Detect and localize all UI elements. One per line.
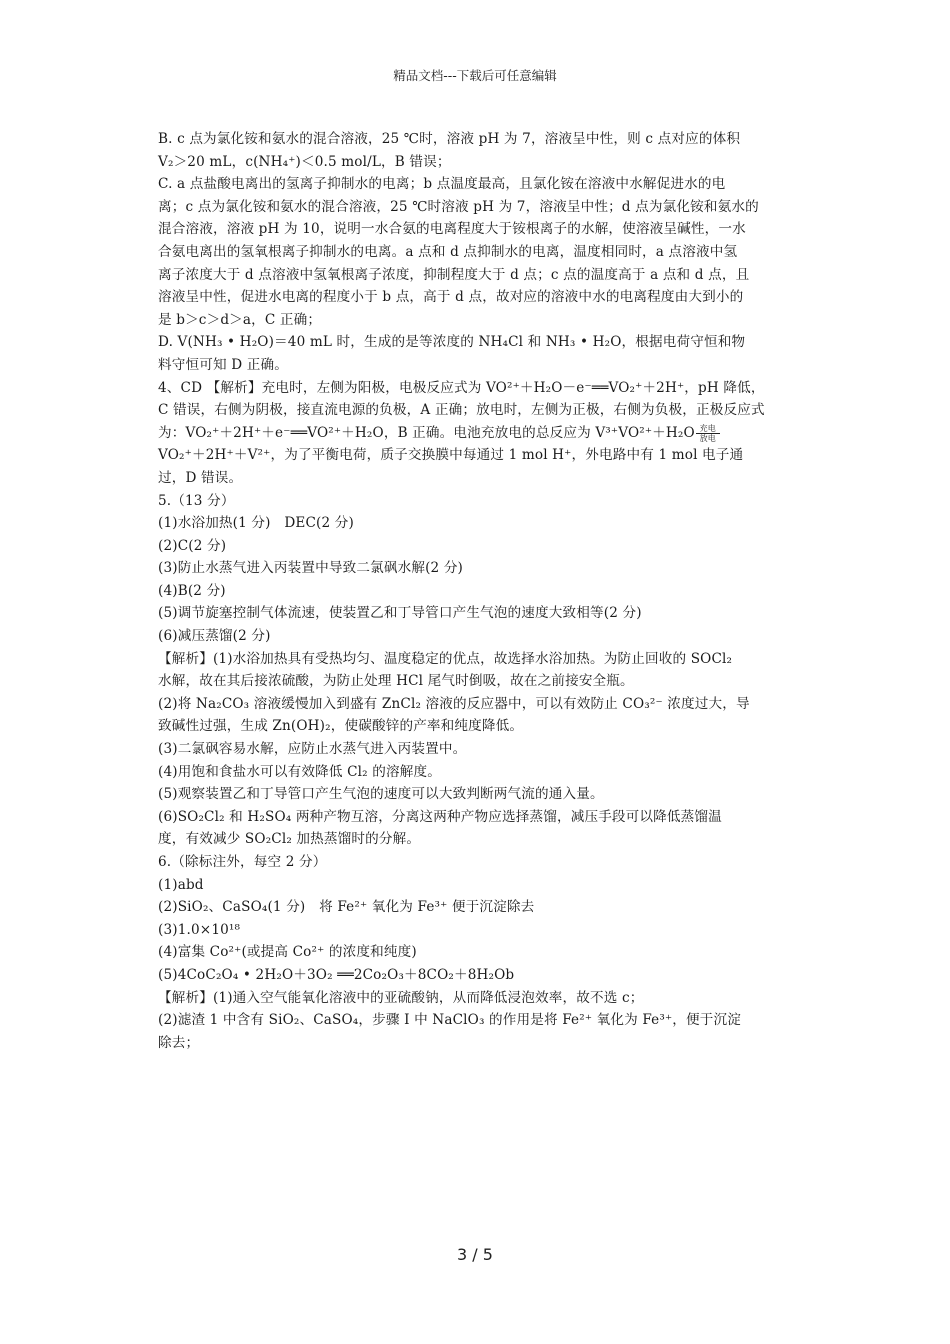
text-line: (2)C(2 分) [158,537,227,554]
text-line: (1)abd [158,876,204,893]
text-line: (2)滤渣 1 中含有 SiO₂、CaSO₄，步骤 Ⅰ 中 NaClO₃ 的作用是将 Fe²⁺ 氧化为 Fe³⁺，便于沉淀 [158,1012,742,1029]
text-line: C. a 点盐酸电离出的氢离子抑制水的电离；b 点温度最高，且氯化铵在溶液中水解促进水的电 [158,176,726,193]
text-line: 合氨电离出的氢氧根离子抑制水的电离。a 点和 d 点抑制水的电离，温度相同时，a 点溶液中氢 [158,243,738,260]
text-line: (3)二氯砜容易水解，应防止水蒸气进入丙装置中。 [158,741,467,758]
text-line: (1)水浴加热(1 分) DEC(2 分) [158,515,354,532]
text-line: 度，有效减少 SO₂Cl₂ 加热蒸馏时的分解。 [158,831,421,848]
arrow-label-charge: 充电 [699,423,716,433]
question-5-heading: 5.（13 分） [158,492,235,509]
text-line: (5)观察装置乙和丁导管口产生气泡的速度可以大致判断两气流的通入量。 [158,786,604,803]
question-6-heading: 6.（除标注外，每空 2 分） [158,854,327,870]
text-line: (4)用饱和食盐水可以有效降低 Cl₂ 的溶解度。 [158,763,441,780]
text-line: (2)将 Na₂CO₃ 溶液缓慢加入到盛有 ZnCl₂ 溶液的反应器中，可以有效防止 CO₃²⁻ 浓度过大，导 [158,695,750,712]
text-line-with-arrow [158,422,798,445]
text-line: 除去； [158,1034,200,1051]
text-line: (5)4CoC₂O₄ • 2H₂O＋3O₂ ══2Co₂O₃＋8CO₂＋8H₂Ob [158,966,515,983]
text-line: D. V(NH₃ • H₂O)＝40 mL 时，生成的是等浓度的 NH₄Cl 和 NH₃ • H₂O，根据电荷守恒和物 [158,334,746,351]
text-line: (3)防止水蒸气进入丙装置中导致二氯砜水解(2 分) [158,560,464,577]
text-line: 离；c 点为氯化铵和氨水的混合溶液，25 ℃时溶液 pH 为 7，溶液呈中性；d 点为氯化铵和氨水的 [158,198,759,215]
text-line: 【解析】(1)水浴加热具有受热均匀、温度稳定的优点，故选择水浴加热。为防止回收的 SOCl₂ [158,650,733,667]
text-line: 溶液呈中性，促进水电离的程度小于 b 点，高于 d 点，故对应的溶液中水的电离程度由大到小的 [158,289,744,306]
text-line: 离子浓度大于 d 点溶液中氢氧根离子浓度，抑制程度大于 d 点；c 点的温度高于 a 点和 d 点，且 [158,266,750,283]
text-line: 水解，故在其后接浓硫酸，为防止处理 HCl 尾气时倒吸，故在之前接安全瓶。 [158,673,634,690]
text-line: 过，D 错误。 [158,469,243,486]
text-line: VO₂⁺＋2H⁺＋V²⁺，为了平衡电荷，质子交换膜中每通过 1 mol H⁺，外电路中有 1 mol 电子通 [158,447,744,464]
text-line: (2)SiO₂、CaSO₄(1 分) 将 Fe²⁺ 氧化为 Fe³⁺ 便于沉淀除去 [158,899,535,916]
text-line: 致碱性过强，生成 Zn(OH)₂，使碳酸锌的产率和纯度降低。 [158,718,524,735]
text-line: 混合溶液，溶液 pH 为 10，说明一水合氨的电离程度大于铵根离子的水解，使溶液呈碱性，一水 [158,221,746,238]
text-line: (6)SO₂Cl₂ 和 H₂SO₄ 两种产物互溶，分离这两种产物应选择蒸馏，减压手段可以降低蒸馏温 [158,808,722,825]
text-line: (6)减压蒸馏(2 分) [158,628,271,645]
page-number: 3 / 5 [457,1245,493,1264]
text-line: C 错误，右侧为阴极，接直流电源的负极，A 正确；放电时，左侧为正极，右侧为负极，正极反应式 [158,402,765,419]
document-body [158,128,798,1054]
text-line: 是 b＞c＞d＞a，C 正确； [158,311,322,328]
text-line: (3)1.0×10¹⁸ [158,921,241,938]
page-header: 精品文档---下载后可任意编辑 [393,68,557,83]
text-line: 料守恒可知 D 正确。 [158,356,288,373]
text-line: (5)调节旋塞控制气体流速，使装置乙和丁导管口产生气泡的速度大致相等(2 分) [158,605,642,622]
text-line: B. c 点为氯化铵和氨水的混合溶液，25 ℃时，溶液 pH 为 7，溶液呈中性，则 c 点对应的体积 [158,131,741,147]
answer-4-line: 4、CD 【解析】充电时，左侧为阳极，电极反应式为 VO²⁺＋H₂O－e⁻══VO₂⁺＋2H⁺，pH 降低， [158,379,765,396]
text-segment: 为：VO₂⁺＋2H⁺＋e⁻══VO²⁺＋H₂O，B 正确。电池充放电的总反应为 V³⁺VO²⁺＋H₂O [158,424,695,441]
text-line: (4)B(2 分) [158,582,226,599]
text-line: 【解析】(1)通入空气能氧化溶液中的亚硫酸钠，从而降低浸泡效率，故不选 c； [158,989,644,1006]
text-line: V₂＞20 mL，c(NH₄⁺)＜0.5 mol/L，B 错误； [158,153,451,170]
arrow-label-discharge: 放电 [699,433,716,443]
charge-discharge-arrow [695,424,721,443]
text-line: (4)富集 Co²⁺(或提高 Co²⁺ 的浓度和纯度) [158,944,417,961]
